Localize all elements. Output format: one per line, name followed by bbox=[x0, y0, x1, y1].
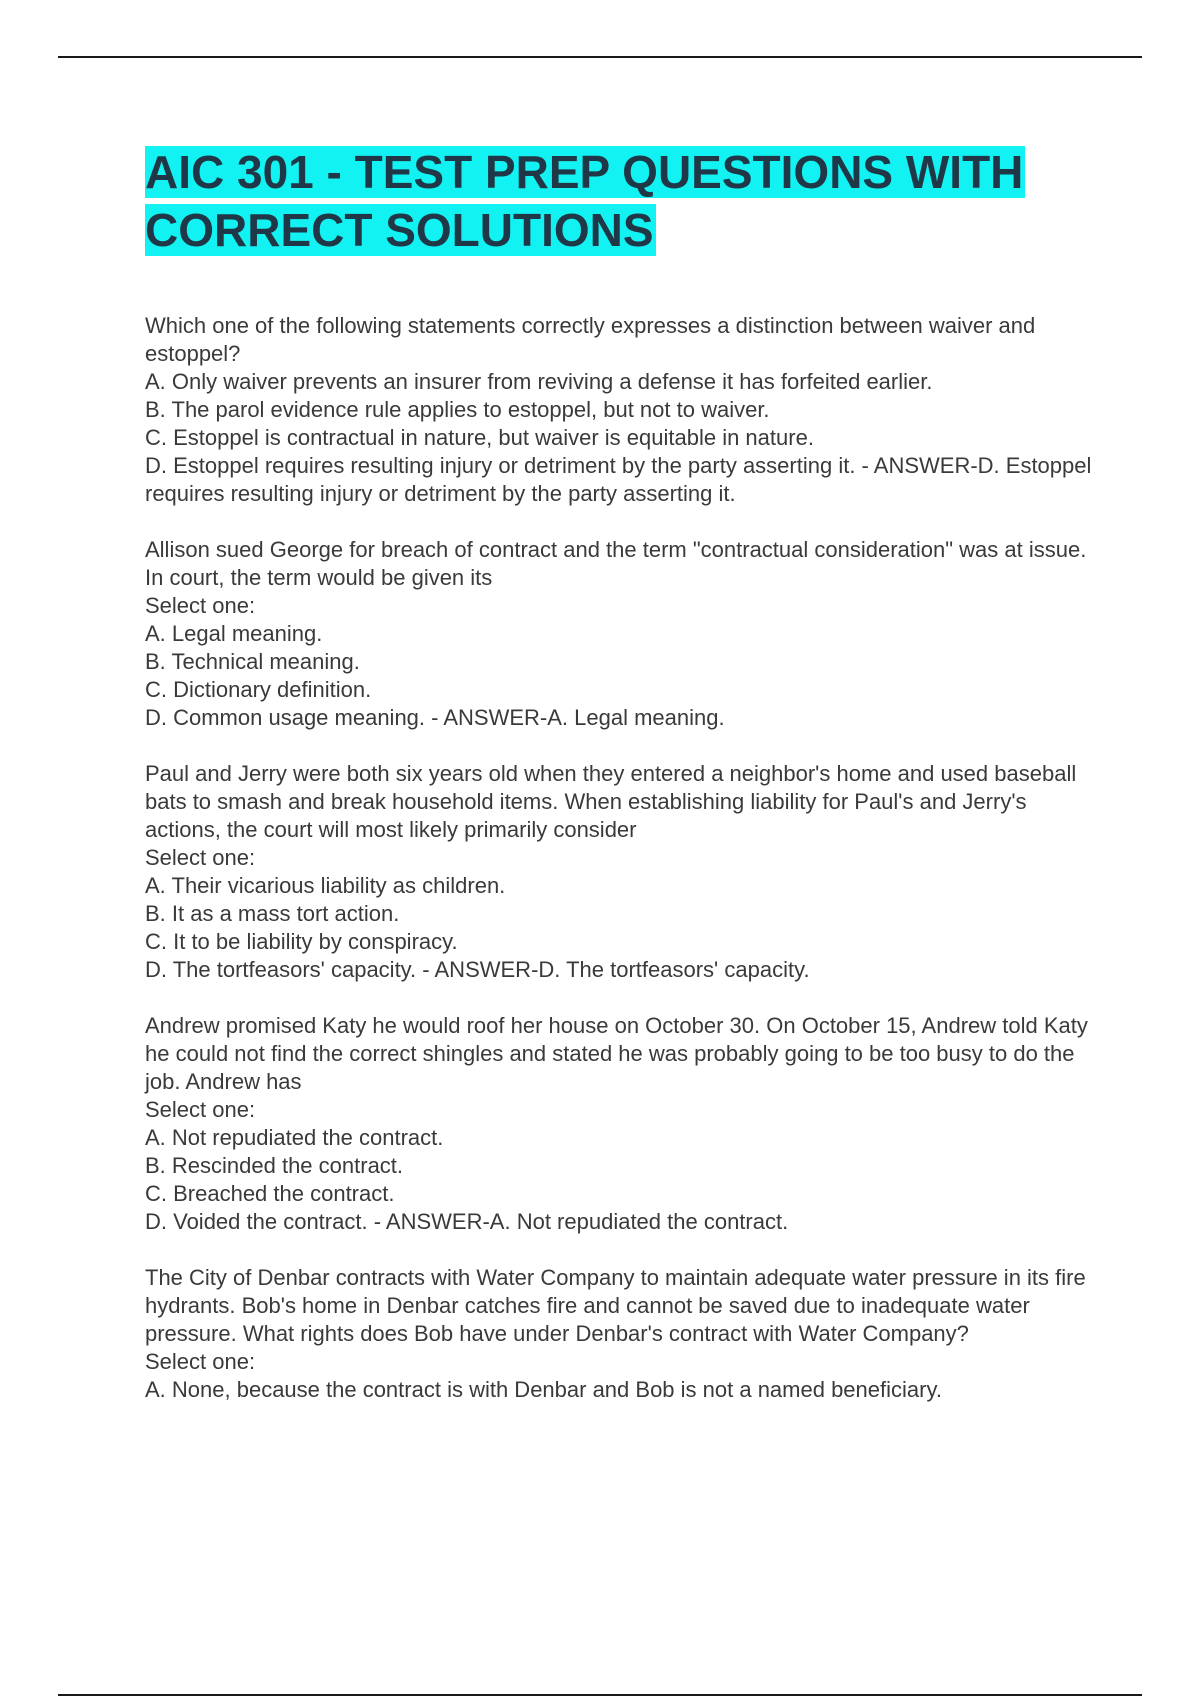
answer-option: C. Dictionary definition. bbox=[145, 677, 372, 702]
answer-option-with-solution: D. Estoppel requires resulting injury or detriment by the party asserting it. - ANSWER-D. Estoppel requires resulting injury or detriment by the party asserting it. bbox=[145, 453, 1092, 506]
answer-option: A. None, because the contract is with Denbar and Bob is not a named beneficiary. bbox=[145, 1377, 942, 1402]
answer-option-with-solution: D. Common usage meaning. - ANSWER-A. Legal meaning. bbox=[145, 705, 725, 730]
answer-option: A. Not repudiated the contract. bbox=[145, 1125, 444, 1150]
answer-option-with-solution: D. The tortfeasors' capacity. - ANSWER-D. The tortfeasors' capacity. bbox=[145, 957, 810, 982]
answer-option-with-solution: D. Voided the contract. - ANSWER-A. Not repudiated the contract. bbox=[145, 1209, 789, 1234]
question-1 bbox=[145, 312, 1095, 508]
title-line-1: AIC 301 - TEST PREP QUESTIONS WITH bbox=[145, 146, 1024, 198]
title-line-2: CORRECT SOLUTIONS bbox=[145, 204, 654, 256]
question-2 bbox=[145, 536, 1095, 732]
answer-option: B. Technical meaning. bbox=[145, 649, 360, 674]
question-3 bbox=[145, 760, 1095, 984]
question-list bbox=[145, 312, 1095, 1432]
answer-option: A. Their vicarious liability as children. bbox=[145, 873, 506, 898]
header-rule bbox=[58, 56, 1142, 58]
select-one-prompt: Select one: bbox=[145, 1349, 256, 1374]
question-4 bbox=[145, 1012, 1095, 1236]
question-stem: Which one of the following statements correctly expresses a distinction between waiver and estoppel? bbox=[145, 313, 1036, 366]
answer-option: B. It as a mass tort action. bbox=[145, 901, 400, 926]
question-stem: Paul and Jerry were both six years old when they entered a neighbor's home and used baseball bats to smash and break household items. When establishing liability for Paul's and Jerry's actions, the court will most likely primarily consider bbox=[145, 761, 1077, 842]
answer-option: A. Legal meaning. bbox=[145, 621, 323, 646]
question-5 bbox=[145, 1264, 1095, 1404]
answer-option: B. Rescinded the contract. bbox=[145, 1153, 404, 1178]
select-one-prompt: Select one: bbox=[145, 1097, 256, 1122]
question-stem: The City of Denbar contracts with Water Company to maintain adequate water pressure in its fire hydrants. Bob's home in Denbar catches fire and cannot be saved due to inadequate water pressure. What rights does Bob have under Denbar's contract with Water Company? bbox=[145, 1265, 1086, 1346]
answer-option: C. Estoppel is contractual in nature, but waiver is equitable in nature. bbox=[145, 425, 814, 450]
footer-rule bbox=[58, 1694, 1142, 1696]
answer-option: A. Only waiver prevents an insurer from reviving a defense it has forfeited earlier. bbox=[145, 369, 933, 394]
answer-option: C. Breached the contract. bbox=[145, 1181, 395, 1206]
select-one-prompt: Select one: bbox=[145, 845, 256, 870]
page-title bbox=[145, 143, 1085, 259]
select-one-prompt: Select one: bbox=[145, 593, 256, 618]
answer-option: B. The parol evidence rule applies to estoppel, but not to waiver. bbox=[145, 397, 770, 422]
answer-option: C. It to be liability by conspiracy. bbox=[145, 929, 458, 954]
question-stem: Allison sued George for breach of contract and the term "contractual consideration" was at issue. In court, the term would be given its bbox=[145, 537, 1087, 590]
question-stem: Andrew promised Katy he would roof her house on October 30. On October 15, Andrew told Katy he could not find the correct shingles and stated he was probably going to be too busy to do the job. Andrew has bbox=[145, 1013, 1088, 1094]
